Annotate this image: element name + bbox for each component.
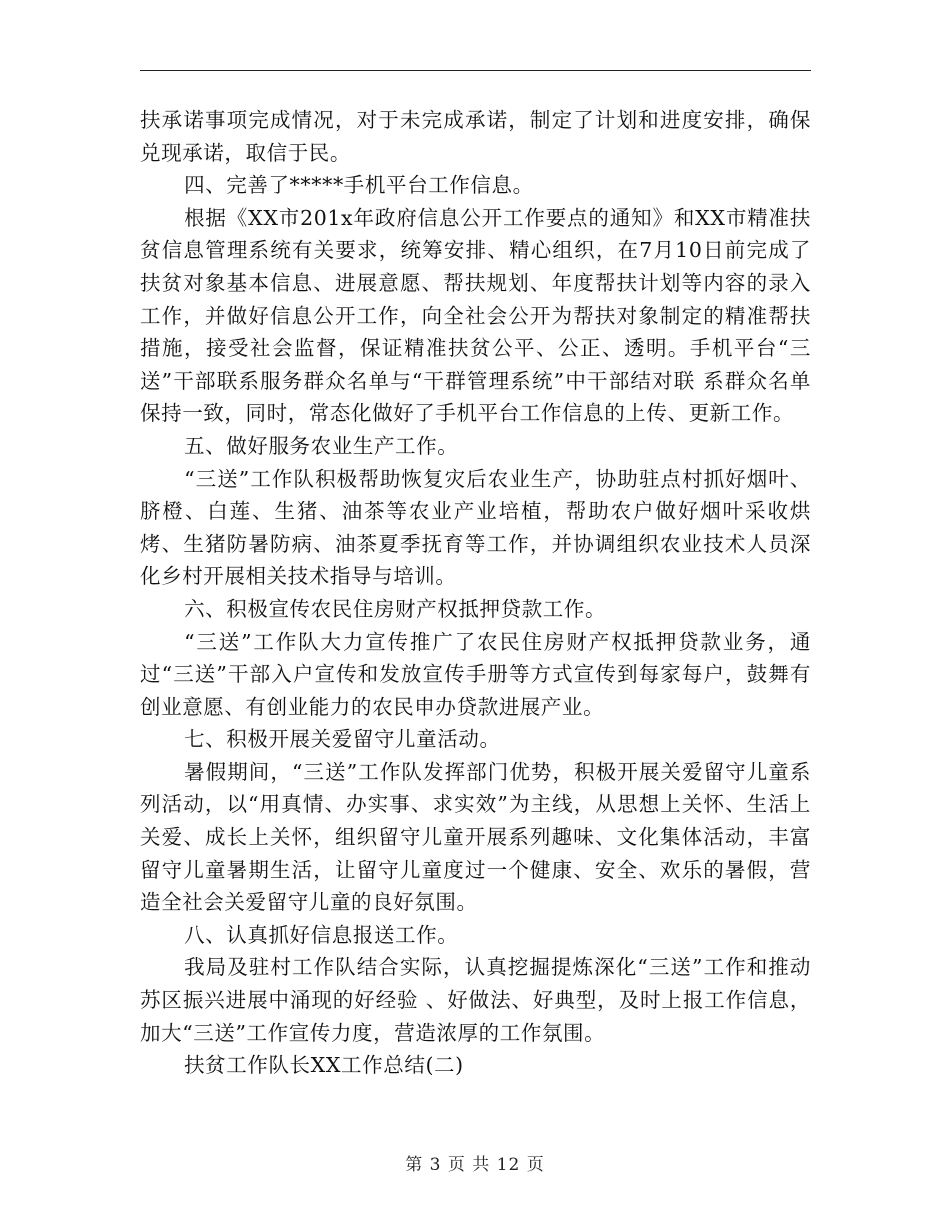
paragraph: 根据《XX市201x年政府信息公开工作要点的通知》和XX市精准扶贫信息管理系统有关要求，统筹安排、精心组织，在7月10日前完成了扶贫对象基本信息、进展意愿、帮扶规划、年度帮扶计划等内容的录入工作，并做好信息公开工作，向全社会公开为帮扶对象制定的精准帮扶措施，接受社会监督，保证精准扶贫公平、公正、透明。手机平台“三送”干部联系服务群众名单与“干群管理系统”中干部结对联 系群众名单保持一致，同时，常态化做好了手机平台工作信息的上传、更新工作。 [140, 205, 811, 426]
paragraph: “三送”工作队大力宣传推广了农民住房财产权抵押贷款业务，通过“三送”干部入户宣传和发放宣传手册等方式宣传到每家每户，鼓舞有创业意愿、有创业能力的农民申办贷款进展产业。 [140, 629, 811, 719]
section-heading: 四、完善了*****手机平台工作信息。 [184, 173, 534, 198]
paragraph: 我局及驻村工作队结合实际，认真挖掘提炼深化“三送”工作和推动苏区振兴进展中涌现的好经验 、好做法、好典型，及时上报工作信息，加大“三送”工作宣传力度，营造浓厚的工作氛围。 [140, 955, 811, 1045]
paragraph: 暑假期间，“三送”工作队发挥部门优势，积极开展关爱留守儿童系列活动，以“用真情、办实事、求实效”为主线，从思想上关怀、生活上关爱、成长上关怀，组织留守儿童开展系列趣味、文化集体活动，丰富留守儿童暑期生活，让留守儿童度过一个健康、安全、欢乐的暑假，营造全社会关爱留守儿童的良好氛围。 [140, 759, 811, 915]
section-heading: 五、做好服务农业生产工作。 [184, 433, 459, 458]
paragraph: “三送”工作队积极帮助恢复灾后农业生产，协助驻点村抓好烟叶、脐橙、白莲、生猪、油茶等农业产业培植，帮助农户做好烟叶采收烘烤、生猪防暑防病、油茶夏季抚育等工作，并协调组织农业技术人员深化乡村开展相关技术指导与培训。 [140, 466, 811, 589]
paragraph: 扶承诺事项完成情况，对于未完成承诺，制定了计划和进度安排，确保兑现承诺，取信于民。 [140, 108, 811, 165]
page-number: 第 3 页 共 12 页 [405, 1155, 545, 1175]
document-body [140, 104, 811, 1082]
page-footer [0, 1150, 950, 1175]
section-heading: 六、积极宣传农民住房财产权抵押贷款工作。 [184, 596, 607, 621]
section-heading: 七、积极开展关爱留守儿童活动。 [184, 727, 501, 752]
section-heading: 八、认真抓好信息报送工作。 [184, 922, 459, 947]
document-title: 扶贫工作队长XX工作总结(二) [184, 1053, 464, 1078]
header-divider [140, 70, 811, 71]
